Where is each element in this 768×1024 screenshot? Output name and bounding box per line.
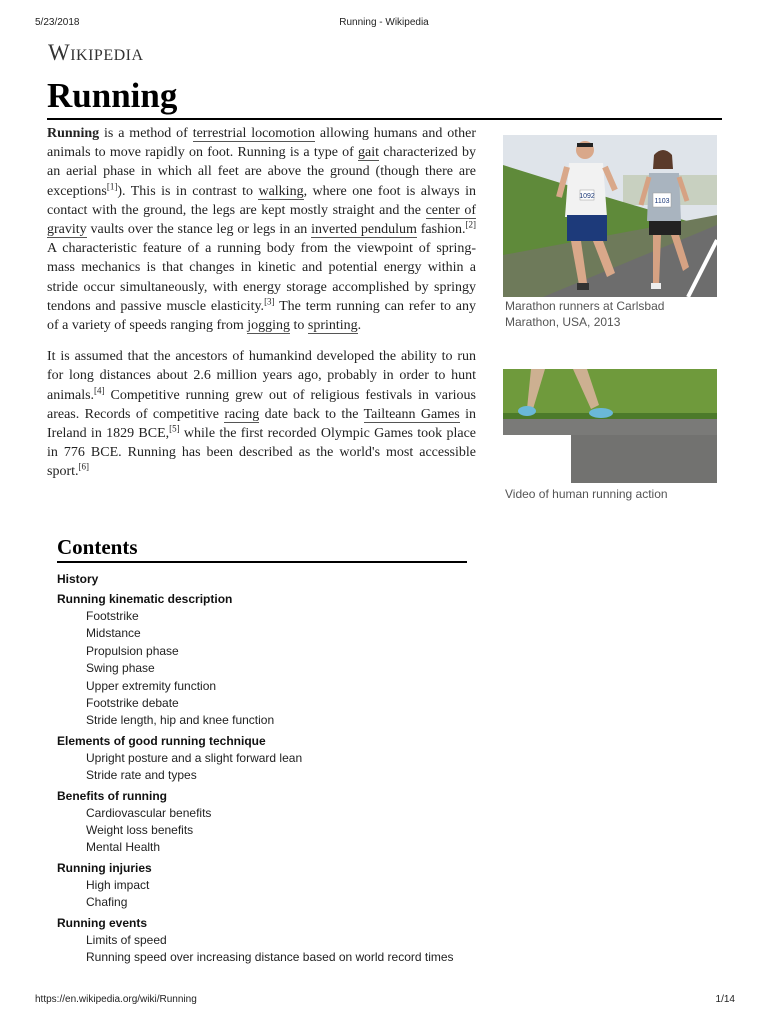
table-of-contents bbox=[57, 534, 467, 970]
toc-subsection-link[interactable]: High impact bbox=[86, 877, 150, 892]
text-run: ). This is in contrast to bbox=[117, 183, 259, 199]
text-run: . bbox=[357, 318, 362, 334]
article-body bbox=[47, 124, 476, 494]
text-run: , where one foot is always in contact with the ground, the legs are kept mostly straight and the bbox=[47, 183, 476, 218]
toc-subsection-link[interactable]: Chafing bbox=[86, 895, 128, 910]
toc-section-link[interactable]: Running kinematic description bbox=[57, 592, 233, 606]
text-run: characterized by an aerial phase in which all feet are above the ground (though there are exceptions bbox=[47, 145, 476, 199]
text-run: allowing humans and other animals to move rapidly on foot. Running is a type of bbox=[47, 126, 476, 161]
text-run: Competitive running grew out of religious festivals in various areas. Records of competitive bbox=[47, 387, 476, 422]
marathon-runners-image[interactable] bbox=[503, 135, 717, 297]
toc-title: Contents bbox=[57, 534, 467, 563]
article-link[interactable]: terrestrial locomotion bbox=[192, 126, 315, 141]
toc-list bbox=[57, 571, 467, 967]
text-run: fashion. bbox=[416, 222, 466, 238]
text-run: in Ireland in 1829 BCE, bbox=[47, 406, 476, 442]
toc-subsection-link[interactable]: Swing phase bbox=[86, 661, 155, 676]
intro-paragraph bbox=[47, 124, 476, 335]
article-link[interactable]: center of gravity bbox=[47, 202, 476, 238]
toc-section-link[interactable]: Running events bbox=[57, 915, 148, 930]
marathon-runners-illustration bbox=[503, 135, 717, 297]
running-video-frame bbox=[503, 369, 717, 483]
citation-ref[interactable]: [6] bbox=[78, 461, 89, 472]
toc-section bbox=[57, 591, 467, 730]
text-run: vaults over the stance leg or legs in an bbox=[86, 222, 312, 238]
toc-section bbox=[57, 860, 467, 912]
article-link[interactable]: inverted pendulum bbox=[311, 222, 417, 238]
toc-section bbox=[57, 571, 467, 588]
toc-subsection-link[interactable]: Footstrike debate bbox=[86, 696, 179, 711]
bib-right: 1103 bbox=[654, 198, 670, 205]
toc-section bbox=[57, 915, 467, 967]
text-run: is a method of bbox=[99, 126, 193, 141]
toc-subsection-link[interactable]: Footstrike bbox=[86, 609, 139, 623]
toc-section-link[interactable]: Running injuries bbox=[57, 860, 152, 875]
toc-subsection-link[interactable]: Stride rate and types bbox=[86, 768, 197, 783]
citation-ref[interactable]: [1] bbox=[106, 180, 118, 191]
text-run: A characteristic feature of a running body from the viewpoint of spring-mass mechanics is that changes in kinetic and potential energy within a stride occur simultaneously, with energy storage accomplished by springy tendons and passive muscle elasticity. bbox=[47, 241, 476, 314]
article-link[interactable]: jogging bbox=[247, 318, 290, 334]
toc-subsection-link[interactable]: Limits of speed bbox=[86, 932, 167, 947]
toc-section bbox=[57, 733, 467, 785]
toc-subsection-link[interactable]: Running speed over increasing distance based on world record times bbox=[86, 950, 454, 965]
citation-ref[interactable]: [4] bbox=[94, 384, 105, 395]
toc-subsection-link[interactable]: Weight loss benefits bbox=[86, 823, 194, 838]
print-date: 5/23/2018 bbox=[35, 17, 80, 28]
citation-ref[interactable]: [3] bbox=[264, 296, 275, 307]
citation-ref[interactable]: [2] bbox=[465, 219, 476, 230]
citation-ref[interactable]: [5] bbox=[169, 423, 180, 434]
print-title: Running - Wikipedia bbox=[339, 17, 429, 28]
toc-subsection-link[interactable]: Cardiovascular benefits bbox=[86, 805, 212, 820]
toc-subsection-link[interactable]: Upright posture and a slight forward lean bbox=[86, 750, 303, 765]
toc-section-link[interactable]: History bbox=[57, 572, 99, 586]
print-page-number: 1/14 bbox=[715, 994, 735, 1005]
article-link[interactable]: walking bbox=[258, 183, 304, 199]
page-title: Running bbox=[47, 74, 722, 120]
running-video[interactable] bbox=[503, 369, 717, 483]
figure2-caption: Video of human running action bbox=[505, 487, 668, 501]
article-link[interactable]: racing bbox=[224, 406, 260, 422]
text-run: It is assumed that the ancestors of humankind developed the ability to run for long distances about 2.6 million years ago, probably in order to hunt animals. bbox=[47, 349, 476, 403]
toc-subsection-link[interactable]: Midstance bbox=[86, 626, 141, 641]
article-link[interactable]: gait bbox=[358, 145, 379, 161]
article-link[interactable]: Tailteann Games bbox=[363, 406, 460, 422]
article-link[interactable]: sprinting bbox=[307, 318, 358, 334]
bib-left: 1092 bbox=[579, 193, 595, 200]
text-run: while the first recorded Olympic Games took place in 776 BCE. Running has been described as the world's most accessible sport. bbox=[47, 426, 476, 480]
toc-section-link[interactable]: Benefits of running bbox=[57, 788, 167, 803]
wikipedia-logo[interactable]: Wikipedia bbox=[48, 40, 144, 65]
print-url: https://en.wikipedia.org/wiki/Running bbox=[35, 994, 197, 1005]
toc-subsection-link[interactable]: Upper extremity function bbox=[86, 678, 217, 693]
toc-subsection-link[interactable]: Propulsion phase bbox=[86, 643, 179, 658]
text-run: date back to the bbox=[259, 406, 364, 422]
toc-subsection-link[interactable]: Mental Health bbox=[86, 840, 161, 855]
toc-subsection-link[interactable]: Stride length, hip and knee function bbox=[86, 713, 275, 728]
text-run: to bbox=[290, 318, 308, 334]
bold-term: Running bbox=[47, 126, 100, 141]
history-paragraph bbox=[47, 347, 476, 481]
figure1-caption: Marathon runners at Carlsbad Marathon, USA, 2013 bbox=[505, 299, 665, 329]
text-run: The term running can refer to any of a variety of speeds ranging from bbox=[47, 298, 476, 334]
toc-section-link[interactable]: Elements of good running technique bbox=[57, 733, 266, 748]
toc-section bbox=[57, 788, 467, 857]
